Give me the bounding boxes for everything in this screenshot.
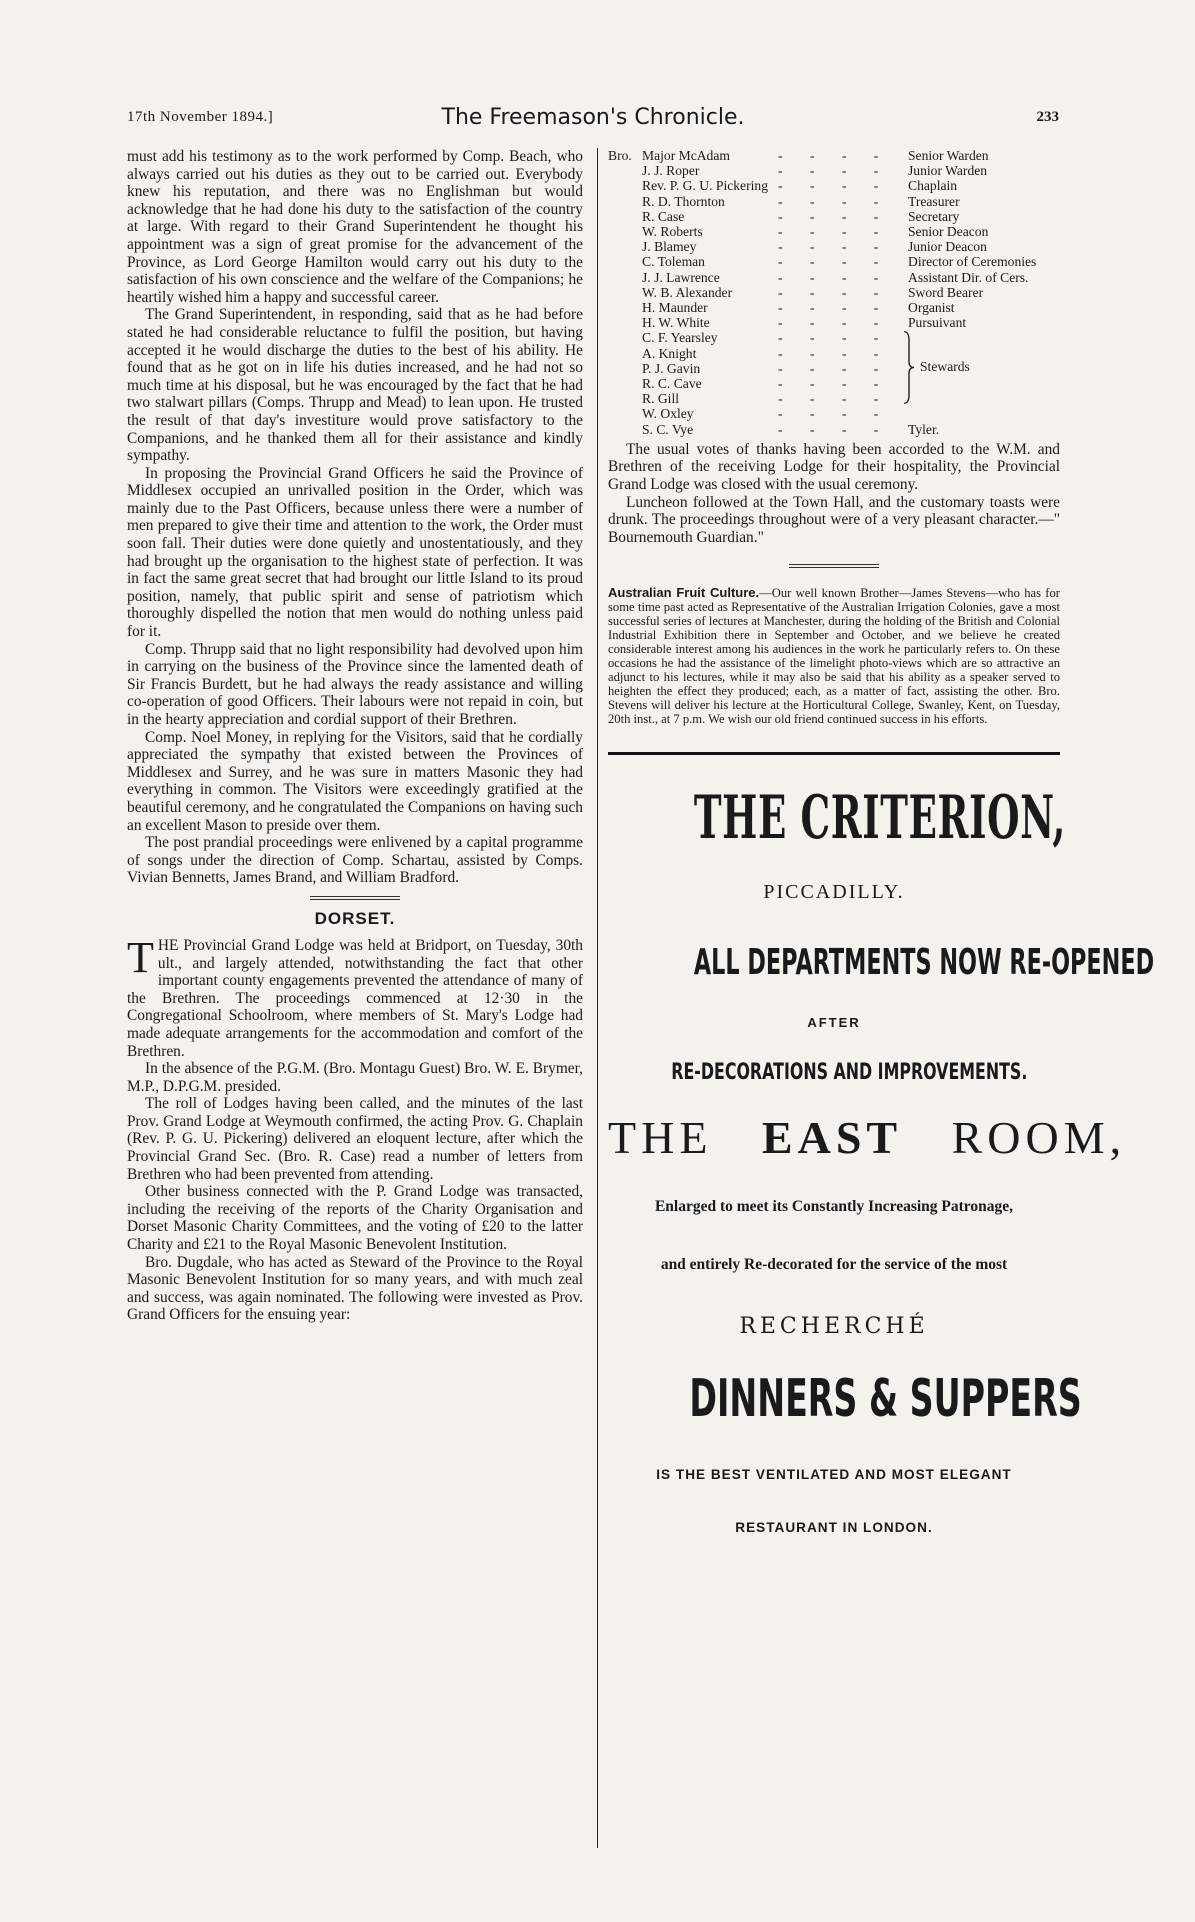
officer-row [608,254,1060,269]
ad-east-room-word: ROOM, [951,1112,1127,1164]
officer-row [608,422,1060,437]
officer-row [608,178,1060,193]
column-rule [597,148,598,1848]
officer-row [608,209,1060,224]
leader-dashes: - - - - [778,163,891,179]
officer-office: Assistant Dir. of Cers. [908,269,1029,285]
ad-improvements: RE-DECORATIONS AND IMPROVEMENTS. [671,1060,1028,1086]
section-divider [789,564,879,568]
officer-office: Pursuivant [908,315,967,331]
officer-name: R. D. Thornton [642,193,725,209]
steward-name: R. Gill [642,391,680,407]
officer-name: S. C. Vye [642,421,694,437]
leader-dashes: - - - - [778,284,891,300]
right-column [608,148,1155,1868]
paragraph: In the absence of the P.G.M. (Bro. Montagu Guest) Bro. W. E. Brymer, M.P., D.P.G.M. presided. [127,1060,583,1095]
officer-office: Chaplain [908,178,958,194]
paragraph: The usual votes of thanks having been accorded to the W.M. and Brethren of the receiving Lodge for their hospitality, the Provincial Grand Lodge was closed with the usual ceremony. [608,440,1060,494]
page-number: 233 [1036,109,1059,125]
leader-dashes: - - - - [778,330,891,346]
steward-row [608,330,1060,345]
officer-office: Senior Deacon [908,224,989,240]
leader-dashes: - - - - [778,193,891,209]
steward-name: P. J. Gavin [642,360,701,376]
paragraph: Bro. Dugdale, who has acted as Steward of the Province to the Royal Masonic Benevolent Institution for so many years, and with much zeal and success, was again nominated. The following were invested as Prov. Grand Officers for the ensuing year: [127,1253,583,1324]
paragraph: The post prandial proceedings were enlivened by a capital programme of songs under the direction of Comp. Schartau, assisted by Comps. Vivian Bennetts, James Brand, and William Bradford. [127,834,583,887]
officer-office: Junior Warden [908,163,988,179]
paragraph: Luncheon followed at the Town Hall, and the customary toasts were drunk. The proceedings throughout were of a very pleasant character.—" Bournemouth Guardian." [608,493,1060,546]
ad-after: AFTER [807,1015,861,1031]
paragraph: The roll of Lodges having been called, and the minutes of the last Prov. Grand Lodge at Weymouth confirmed, the acting Prov. G. Chaplain (Rev. P. G. U. Pickering) delivered an eloquent lecture, after which the Provincial Grand Sec. (Bro. R. Case) read a number of letters from Brethren who had been prevented from attending. [127,1095,583,1183]
officers-list [608,148,1060,437]
officer-name: H. Maunder [642,300,708,316]
ad-criterion-title: THE CRITERION, [693,783,1066,854]
criterion-advertisement [608,783,1155,1536]
officer-row [608,285,1060,300]
leader-dashes: - - - - [778,360,891,376]
officer-office: Treasurer [908,193,960,209]
brace-icon [902,330,916,405]
ad-restaurant: RESTAURANT IN LONDON. [735,1520,933,1536]
officer-name: W. Roberts [642,224,703,240]
issue-date: 17th November 1894.] [127,109,274,125]
officer-row [608,163,1060,178]
leader-dashes: - - - - [778,224,891,240]
section-title-dorset: DORSET. [314,908,396,928]
paragraph: Other business connected with the P. Grand Lodge was transacted, including the receiving of the reports of the Charity Organisation and Dorset Masonic Charity Committees, and the voting of £20 to the latter Charity and £21 to the Royal Masonic Benevolent Institution. [127,1183,583,1254]
masthead-title: The Freemason's Chronicle. [441,105,745,130]
officer-name: C. Toleman [642,254,705,270]
paragraph: must add his testimony as to the work performed by Comp. Beach, who always carried out his duties as they out to be carried out. Everybody knew his reputation, and there was no Englishman but would acknowledge that he had done his duty to the satisfaction of the country at large. With regard to their Grand Superintendent he thought his appointment was a sign of great promise for the advancement of the Province, as Lord George Hamilton would carry out his duty to the satisfaction of his own conscience and the welfare of the Companions; he heartily wished him a happy and successful career. [127,148,583,306]
officer-row [608,300,1060,315]
stewards-brace-cell [908,330,1060,421]
officer-row [608,148,1060,163]
ad-redecorated: and entirely Re-decorated for the service of the most [660,1256,1008,1274]
officer-row [608,224,1060,239]
leader-dashes: - - - - [778,148,891,163]
officer-name: H. W. White [642,315,710,331]
steward-name: W. Oxley [642,406,694,422]
dorset-first-text: HE Provincial Grand Lodge was held at Bridport, on Tuesday, 30th ult., and largely attended, notwithstanding the fact that other important county engagements prevented the attendance of many of the Brethren. The proceedings commenced at 12·30 in the Congregational Schoolroom, where members of St. Mary's Lodge had made adequate arrangements for the accommodation and comfort of the Brethren. [127,936,583,1060]
paragraph: In proposing the Provincial Grand Officers he said the Province of Middlesex occupied an unrivalled position in the Order, which was mainly due to the Past Officers, because unless there were a number of men prepared to give their time and attention to the work, the Order must soon fall. Their duties were done quietly and unostentatiously, and they had brought up the organisation to the highest state of perfection. It was in fact the same great secret that had brought our little Island to its proud position, namely, that public spirit and sense of patriotism which thoroughly dispelled the notion that men would do nothing unless paid for it. [127,464,583,641]
ad-enlarged: Enlarged to meet its Constantly Increasing Patronage, [654,1198,1014,1216]
ad-recherche: RECHERCHÉ [739,1314,929,1340]
officer-office: Sword Bearer [908,284,984,300]
news-note [608,586,1060,726]
section-divider [310,896,400,900]
leader-dashes: - - - - [778,345,891,361]
paragraph: Comp. Noel Money, in replying for the Visitors, said that he cordially appreciated the sympathy that existed between the Provinces of Middlesex and Surrey, and he was sure in matters Masonic they had everything in common. The Visitors were exceedingly gratified at the beautiful ceremony, and he congratulated the Companions on having such an excellent Mason to preside over them. [127,728,583,834]
ad-reopened: ALL DEPARTMENTS NOW RE-OPENED [693,942,1155,984]
officer-name: J. Blamey [642,239,697,255]
leader-dashes: - - - - [778,208,891,224]
leader-dashes: - - - - [778,315,891,331]
officer-office: Director of Ceremonies [908,254,1037,270]
ad-east-the: THE [608,1112,713,1164]
leader-dashes: - - - - [778,421,891,437]
steward-name: R. C. Cave [642,376,702,392]
dropcap: T [127,932,154,982]
officer-name: Major McAdam [642,148,730,163]
leader-dashes: - - - - [778,254,891,270]
officer-name: Rev. P. G. U. Pickering [642,178,768,194]
officer-row [608,194,1060,209]
ad-location: PICCADILLY. [763,881,905,904]
officer-name: W. B. Alexander [642,284,733,300]
officer-office: Organist [908,300,955,316]
bro-prefix: Bro. [608,148,632,163]
left-column [127,148,583,1868]
officer-office: Secretary [908,208,960,224]
officer-name: R. Case [642,208,685,224]
leader-dashes: - - - - [778,178,891,194]
ad-best-ventilated: IS THE BEST VENTILATED AND MOST ELEGANT [656,1467,1012,1483]
advert-rule [608,752,1060,755]
leader-dashes: - - - - [778,376,891,392]
officer-name: J. J. Lawrence [642,269,720,285]
ad-east-room [608,1111,1127,1164]
note-title: Australian Fruit Culture. [608,585,760,601]
leader-dashes: - - - - [778,406,891,422]
officer-name: J. J. Roper [642,163,700,179]
leader-dashes: - - - - [778,300,891,316]
page-header [127,105,1059,133]
leader-dashes: - - - - [778,239,891,255]
officer-office: Junior Deacon [908,239,987,255]
stewards-label: Stewards [920,359,970,375]
officer-row [608,315,1060,330]
officer-row [608,239,1060,254]
ad-east-east: EAST [761,1112,903,1164]
steward-name: A. Knight [642,345,697,361]
note-text: —Our well known Brother—James Stevens—who has for some time past acted as Representative of the Australian Irrigation Colonies, gave a most successful series of lectures at Manchester, during the holding of the British and Colonial Industrial Exhibition there in September and October, and we believe he created considerable interest among his audiences in the work he particularly refers to. On these occasions he had the assistance of the limelight photo-views which are so attractive an adjunct to his lectures, while it may also be said that his ability as a speaker served to heighten the effect they produced; each, as a matter of fact, assisting the other. Bro. Stevens will deliver his lecture at the Horticultural College, Swanley, Kent, on Tuesday, 20th inst., at 7 p.m. We wish our old friend continued success in his efforts. [608,586,1060,727]
officer-office: Tyler. [908,421,940,437]
officer-row [608,270,1060,285]
paragraph: Comp. Thrupp said that no light responsibility had devolved upon him in carrying on the business of the Province since the lamented death of Sir Francis Burdett, but he had always the ready assistance and willing co-operation of good Officers. Their labours were not repaid in coin, but in the hearty appreciation and cordial support of their Brethren. [127,640,583,728]
leader-dashes: - - - - [778,269,891,285]
officer-office: Senior Warden [908,148,989,163]
paragraph-with-dropcap [127,932,583,1060]
steward-name: C. F. Yearsley [642,330,718,346]
ad-dinners-suppers: DINNERS & SUPPERS [689,1369,1082,1430]
leader-dashes: - - - - [778,391,891,407]
paragraph: The Grand Superintendent, in responding, said that as he had before stated he had considerable reluctance to fulfil the position, but having accepted it he would discharge the duties to the best of his ability. He found that as he got on in life his duties increased, and he had not so much time at his disposal, but he was encouraged by the fact that he had two stalwart pillars (Comps. Thrupp and Mead) to lean upon. He trusted the result of that day's investiture would prove satisfactory to the Companions, and he thanked them all for their assistance and kindly sympathy. [127,306,583,465]
